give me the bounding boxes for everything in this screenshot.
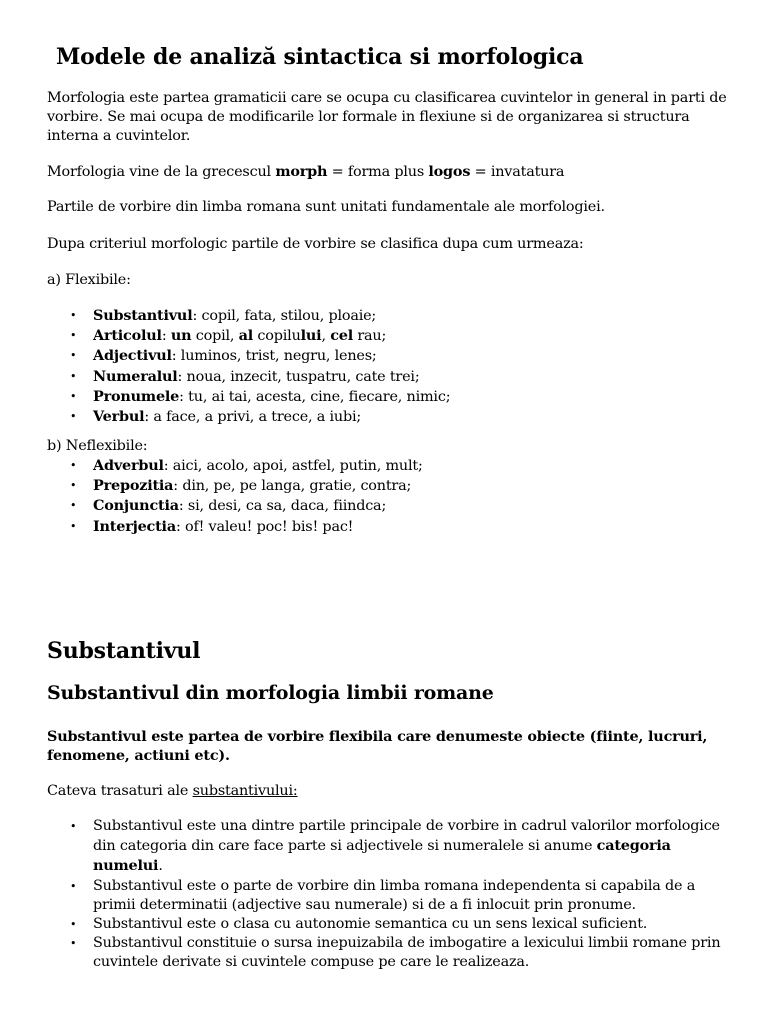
page-title: Modele de analiză sintactica si morfologica xyxy=(56,44,584,70)
examples: : luminos, trist, negru, lenes; xyxy=(171,348,377,365)
text-segment: Morfologia vine de la grecescul xyxy=(47,164,276,180)
list-item xyxy=(47,306,450,326)
term: Prepozitia xyxy=(93,477,174,495)
examples: : xyxy=(161,328,171,345)
flexibile-list xyxy=(47,306,450,427)
neflexibile-heading: b) Neflexibile: xyxy=(47,438,148,454)
bullet-icon: • xyxy=(70,410,77,424)
intro-paragraph-4: Dupa criteriul morfologic partile de vorbire se clasifica dupa cum urmeaza: xyxy=(47,236,584,252)
term: Pronumele xyxy=(93,387,180,405)
intro-paragraph-3: Partile de vorbire din limba romana sunt unitati fundamentale ale morfologiei. xyxy=(47,199,605,215)
trait-text: Substantivul constituie o sursa inepuizabila de imbogatire a lexicului limbii romane prin cuvintele derivate si cuvintele compuse pe care le realizeaza. xyxy=(93,935,721,971)
article-un: un xyxy=(170,327,192,345)
list-item xyxy=(47,817,737,877)
bullet-icon: • xyxy=(70,918,77,932)
list-item xyxy=(47,367,450,387)
bullet-icon: • xyxy=(70,459,77,472)
term: Substantivul xyxy=(93,307,193,324)
bullet-icon: • xyxy=(70,389,77,403)
term-logos: logos xyxy=(428,163,471,180)
bullet-icon: • xyxy=(70,937,77,951)
text-segment: = invatatura xyxy=(470,164,565,180)
article-lui: lui xyxy=(300,327,322,345)
intro-paragraph-1: Morfologia este partea gramaticii care se ocupa cu clasificarea cuvintelor in general in parti de vorbire. Se mai ocupa de modificarile lor formale in flexiune si de organizarea si structura interna a cuvintelor. xyxy=(47,90,727,144)
examples: copilu xyxy=(253,328,301,345)
neflexibile-list xyxy=(47,456,423,537)
examples: rau; xyxy=(353,328,387,345)
term: Adjectivul xyxy=(93,347,172,365)
trait-text: Substantivul este o clasa cu autonomie semantica cu un sens lexical suficient. xyxy=(93,916,648,933)
article-cel: cel xyxy=(330,327,353,345)
list-item xyxy=(47,934,737,972)
article-al: al xyxy=(238,327,254,345)
list-item xyxy=(47,346,450,366)
list-item xyxy=(47,877,737,915)
examples: , xyxy=(321,328,331,345)
trait-tail: . xyxy=(158,858,163,875)
list-item xyxy=(47,387,450,407)
examples: copil, xyxy=(191,328,239,345)
trait-bold: categoria numelui xyxy=(93,837,671,875)
bullet-icon: • xyxy=(70,349,77,363)
list-item xyxy=(47,476,423,496)
list-item xyxy=(47,915,737,934)
term: Verbul xyxy=(93,408,145,426)
examples: : copil, fata, stilou, ploaie; xyxy=(192,308,377,324)
bullet-icon: • xyxy=(70,519,77,533)
list-item xyxy=(47,326,450,346)
term: Articolul xyxy=(93,327,162,345)
list-item xyxy=(47,456,423,476)
examples: : si, desi, ca sa, daca, fiindca; xyxy=(178,498,387,515)
term: Adverbul xyxy=(93,457,164,474)
substantivului-link[interactable]: substantivului: xyxy=(192,783,298,799)
trait-text: Substantivul este una dintre partile principale de vorbire in cadrul valorilor morfologice din categoria din care face parte si adjectivele si numeralele si anume xyxy=(93,818,720,855)
term: Numeralul xyxy=(93,367,178,385)
definition-paragraph: Substantivul este partea de vorbire flexibila care denumeste obiecte (fiinte, lucruri, fenomene, actiuni etc). xyxy=(47,728,708,764)
flexibile-heading: a) Flexibile: xyxy=(47,272,131,288)
section-subheading: Substantivul din morfologia limbii romane xyxy=(47,682,494,704)
bullet-icon: • xyxy=(70,879,77,893)
examples: : din, pe, pe langa, gratie, contra; xyxy=(173,478,412,495)
examples: : noua, inzecit, tuspatru, cate trei; xyxy=(177,368,420,385)
examples: : of! valeu! poc! bis! pac! xyxy=(175,518,354,535)
section-heading: Substantivul xyxy=(47,638,201,664)
term-morph: morph xyxy=(275,163,328,180)
bullet-icon: • xyxy=(70,329,77,343)
text-segment: Cateva trasaturi ale xyxy=(47,783,193,799)
text-segment: = forma plus xyxy=(327,164,429,180)
term: Conjunctia xyxy=(93,497,179,515)
list-item xyxy=(47,517,423,537)
examples: : aici, acolo, apoi, astfel, putin, mult; xyxy=(163,458,423,474)
bullet-icon: • xyxy=(70,820,77,833)
list-item xyxy=(47,407,450,427)
intro-paragraph-2 xyxy=(47,162,564,182)
examples: : a face, a privi, a trece, a iubi; xyxy=(144,409,362,426)
bullet-icon: • xyxy=(70,309,77,322)
trait-text: Substantivul este o parte de vorbire din limba romana independenta si capabila de a primii determinatii (adjective sau numerale) si de a fi inlocuit prin pronume. xyxy=(93,877,696,913)
bullet-icon: • xyxy=(70,369,77,383)
bullet-icon: • xyxy=(70,479,77,493)
term: Interjectia xyxy=(93,517,176,535)
list-item xyxy=(47,496,423,516)
examples: : tu, ai tai, acesta, cine, fiecare, nimic; xyxy=(179,388,451,405)
bullet-icon: • xyxy=(70,499,77,513)
traits-list xyxy=(47,817,737,973)
traits-intro xyxy=(47,782,298,801)
